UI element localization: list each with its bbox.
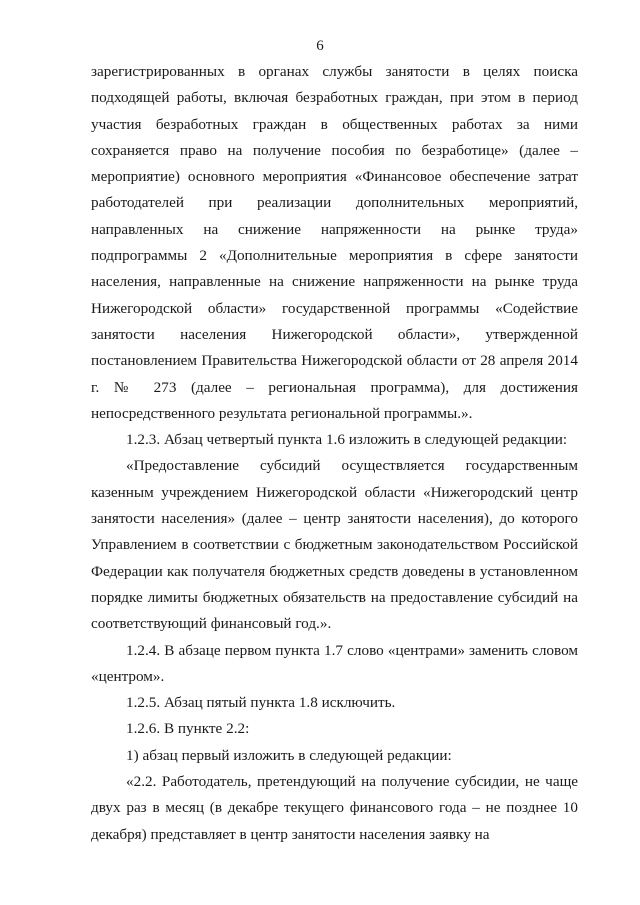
paragraph-quote-2-2: «2.2. Работодатель, претендующий на получение субсидии, не чаще двух раз в месяц (в декабре текущего финансового года – не позднее 10 декабря) представляет в центр занятости населения заявку на — [91, 773, 578, 843]
paragraph-item-1: 1) абзац первый изложить в следующей редакции: — [126, 746, 452, 764]
paragraph-1-2-4: 1.2.4. В абзаце первом пункта 1.7 слово «центрами» заменить словом «центром». — [91, 641, 578, 685]
document-body — [91, 59, 578, 848]
paragraph-1-2-3: 1.2.3. Абзац четвертый пункта 1.6 изложить в следующей редакции: — [126, 431, 568, 449]
page-number: 6 — [316, 38, 324, 54]
paragraph-1-2-6: 1.2.6. В пункте 2.2: — [126, 720, 250, 738]
paragraph-continued: зарегистрированных в органах службы занятости в целях поиска подходящей работы, включая безработных граждан, при этом в период участия безработных граждан в общественных работах за ними сохраняется право на получение пособия по безработице» (далее – мероприятие) основного мероприятия «Финансовое обеспечение затрат работодателей при реализации дополнительных мероприятий, направленных на снижение напряженности на рынке труда» подпрограммы 2 «Дополнительные мероприятия в сфере занятости населения, направленные на снижение напряженности на рынке труда Нижегородской области» государственной программы «Содействие занятости населения Нижегородской области», утвержденной постановлением Правительства Нижегородской области от 28 апреля 2014 г. № 273 (далее – региональная программа), для достижения непосредственного результата региональной программы.». — [91, 63, 578, 422]
paragraph-quote-subsidies: «Предоставление субсидий осуществляется государственным казенным учреждением Нижегородской области «Нижегородский центр занятости населения» (далее – центр занятости населения), до которого Управлением в соответствии с бюджетным законодательством Российской Федерации как получателя бюджетных средств доведены в установленном порядке лимиты бюджетных обязательств на предоставление субсидий на соответствующий финансовый год.». — [91, 457, 578, 633]
paragraph-1-2-5: 1.2.5. Абзац пятый пункта 1.8 исключить. — [126, 694, 396, 712]
